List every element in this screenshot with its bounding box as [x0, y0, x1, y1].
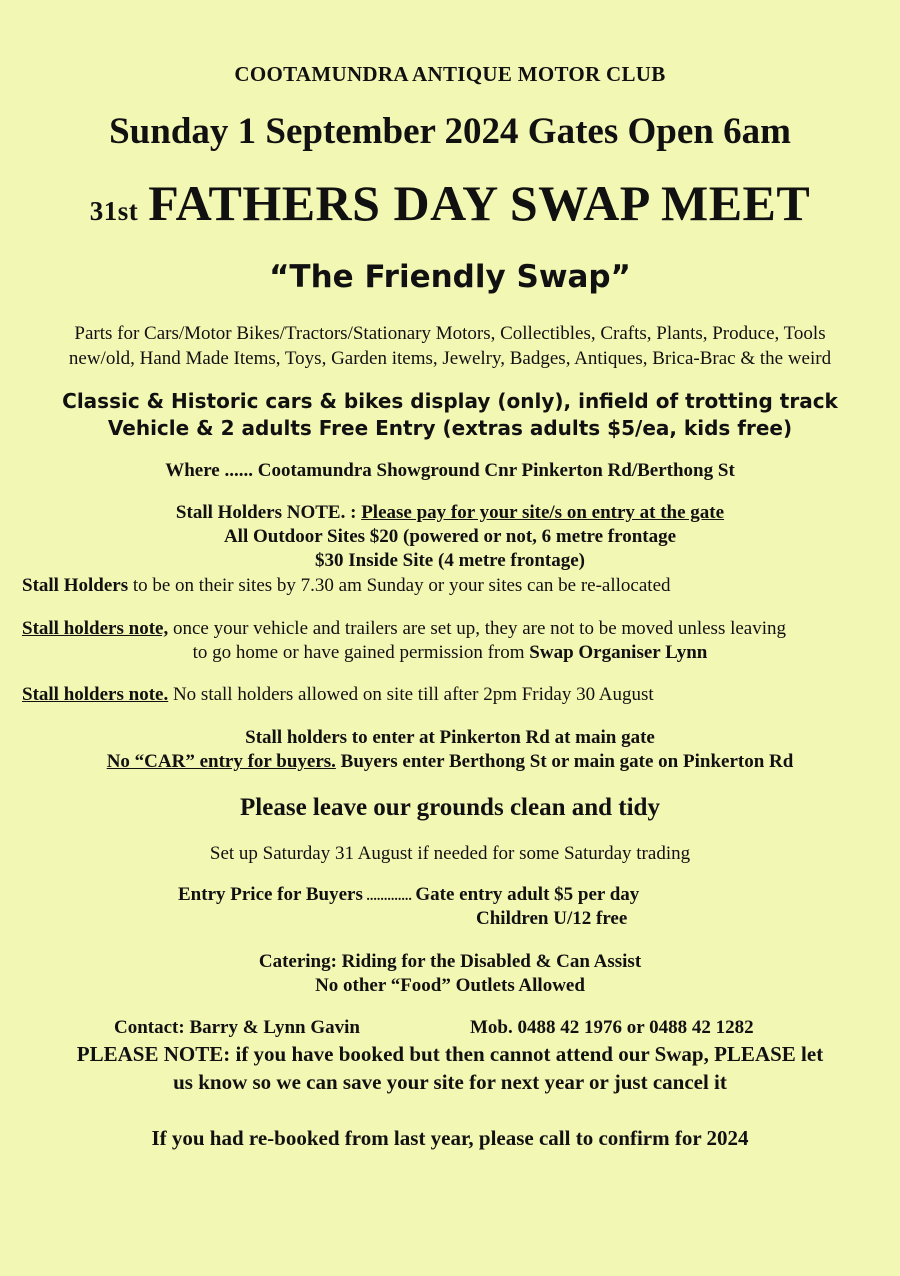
swap-organiser: Swap Organiser Lynn [529, 642, 708, 663]
stall-payment-text: Please pay for your site/s on entry at the gate [361, 502, 725, 523]
where-line [0, 461, 900, 480]
stall-timing-text: to be on their sites by 7.30 am Sunday or your sites can be re-allocated [128, 575, 671, 596]
arrival-note-text: No stall holders allowed on site till after 2pm Friday 30 August [168, 684, 654, 705]
club-name: COOTAMUNDRA ANTIQUE MOTOR CLUB [234, 62, 666, 86]
event-title [0, 175, 900, 231]
tagline: “The Friendly Swap” [269, 259, 631, 295]
vehicle-note-text-1: once your vehicle and trailers are set up, they are not to be moved unless leaving [168, 618, 787, 639]
buyer-entry-line [0, 752, 900, 771]
intro-line-1: Parts for Cars/Motor Bikes/Tractors/Stationary Motors, Collectibles, Crafts, Plants, Produce, Tools [74, 323, 826, 344]
stall-entry-line: Stall holders to enter at Pinkerton Rd at main gate [245, 727, 655, 748]
buyer-price-dots: ............. [362, 889, 416, 904]
please-note-line-2: us know so we can save your site for next year or just cancel it [173, 1070, 727, 1094]
rebooked-note: If you had re-booked from last year, please call to confirm for 2024 [151, 1126, 749, 1150]
adult-entry-price: Gate entry adult $5 per day [415, 884, 640, 905]
where-value: Cootamundra Showground Cnr Pinkerton Rd/Berthong St [257, 460, 735, 481]
stall-payment-note [0, 503, 900, 522]
buyer-price-line [178, 885, 639, 904]
event-date-line: Sunday 1 September 2024 Gates Open 6am [109, 111, 791, 152]
stall-timing-label: Stall Holders [22, 575, 129, 596]
display-line-2: Vehicle & 2 adults Free Entry (extras adults $5/ea, kids free) [107, 416, 793, 440]
intro-line-2: new/old, Hand Made Items, Toys, Garden items, Jewelry, Badges, Antiques, Brica-Brac & the weird [68, 348, 832, 369]
arrival-note-label: Stall holders note. [22, 684, 169, 705]
arrival-note-line [22, 685, 654, 704]
no-car-entry: No “CAR” entry for buyers. [106, 751, 336, 772]
catering-line: Catering: Riding for the Disabled & Can Assist [258, 951, 642, 972]
buyer-entry-text: Buyers enter Berthong St or main gate on Pinkerton Rd [335, 751, 794, 772]
buyer-price-label: Entry Price for Buyers [178, 884, 363, 905]
display-line-1: Classic & Historic cars & bikes display (only), infield of trotting track [62, 389, 838, 413]
contact-name: Contact: Barry & Lynn Gavin [114, 1017, 360, 1038]
setup-line: Set up Saturday 31 August if needed for some Saturday trading [209, 843, 691, 864]
children-entry-price: Children U/12 free [476, 908, 628, 929]
event-title-text: FATHERS DAY SWAP MEET [148, 175, 811, 231]
contact-mobile: Mob. 0488 42 1976 or 0488 42 1282 [470, 1017, 754, 1038]
stall-payment-label: Stall Holders NOTE. : [175, 502, 362, 523]
stall-timing-line [22, 576, 671, 595]
event-ordinal: 31st [89, 196, 139, 226]
vehicle-note-label: Stall holders note, [22, 618, 169, 639]
food-outlets-line: No other “Food” Outlets Allowed [315, 975, 585, 996]
vehicle-note-text-2: to go home or have gained permission from [192, 642, 530, 663]
outdoor-site-fee: All Outdoor Sites $20 (powered or not, 6 metre frontage [223, 526, 677, 547]
where-label: Where ...... [165, 460, 253, 481]
inside-site-fee: $30 Inside Site (4 metre frontage) [315, 550, 585, 571]
please-note-line-1: PLEASE NOTE: if you have booked but then cannot attend our Swap, PLEASE let [76, 1042, 824, 1066]
clean-notice: Please leave our grounds clean and tidy [240, 794, 660, 821]
vehicle-note-line-2 [0, 643, 900, 662]
vehicle-note-line-1 [22, 619, 786, 638]
